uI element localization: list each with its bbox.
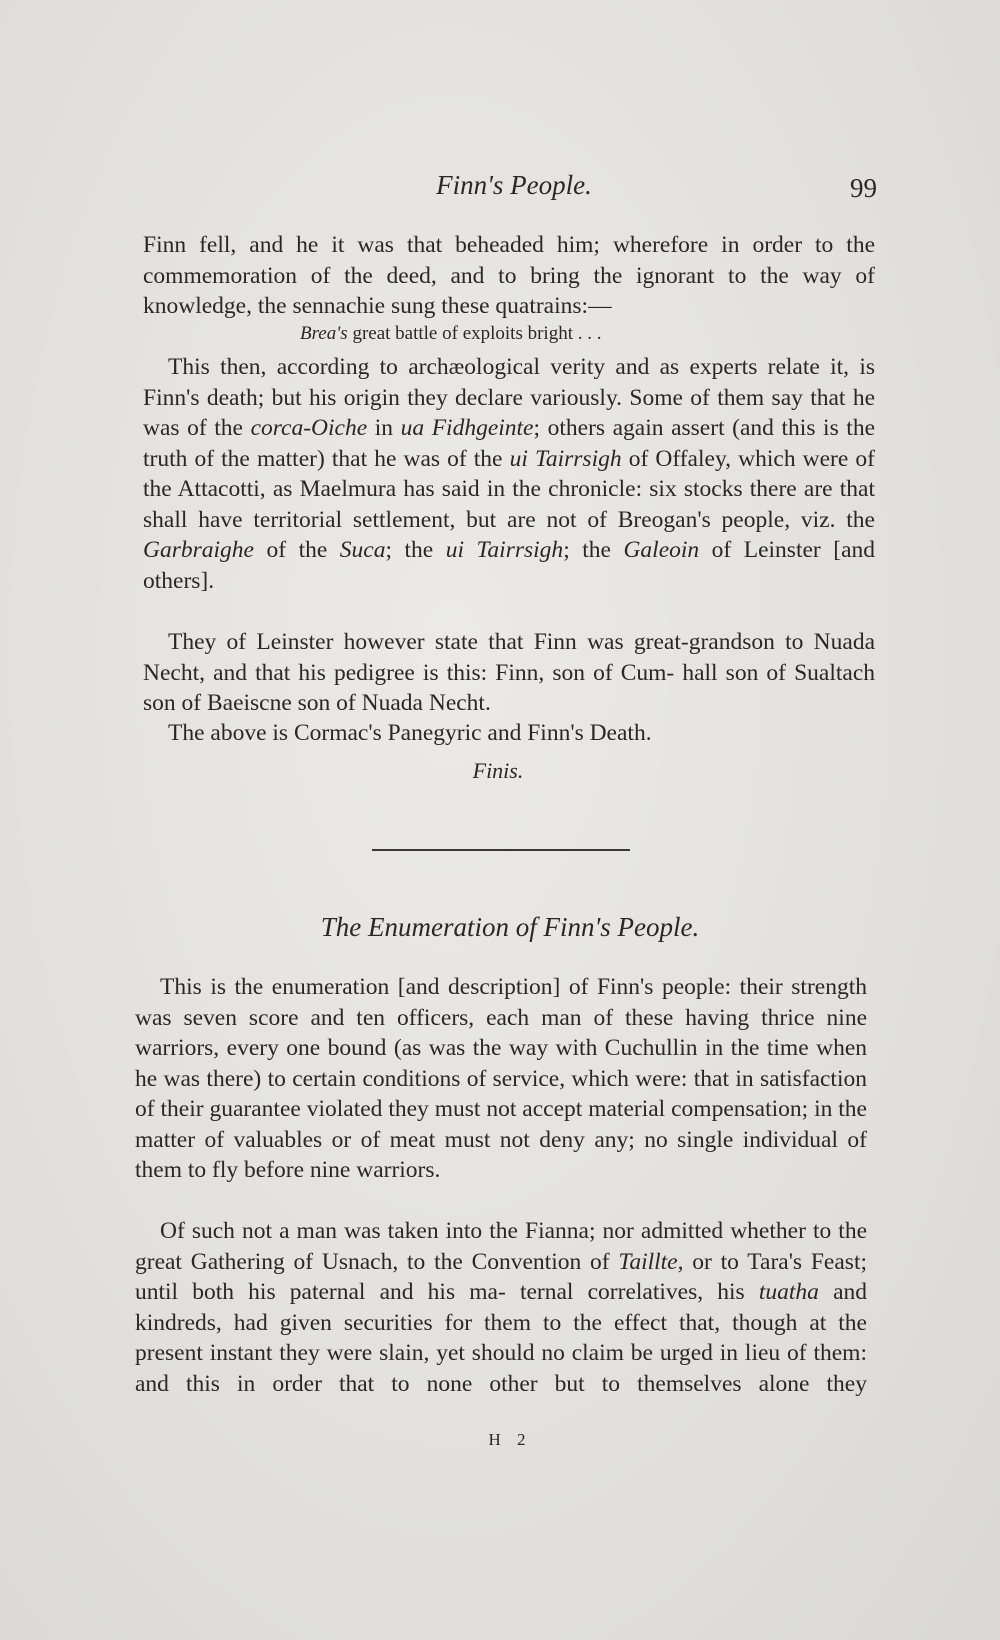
paragraph-panegyric: The above is Cormac's Panegyric and Finn's Death. bbox=[168, 720, 652, 746]
paragraph-fianna-admission: Of such not a man was taken into the Fianna; nor admitted whether to the great Gathering of Usnach, to the Convention of Taillte, or to Tara's Feast; until both his paternal and his ma- ternal correlatives, his tuatha and kindreds, had given securities for them to the effect that, though at the present instant they were slain, yet should no claim be urged in lieu of them: and this in order that to none other but to themselves alone they bbox=[135, 1218, 867, 1397]
paragraph-leinster-pedigree: They of Leinster however state that Finn was great-grandson to Nuada Necht, and that his pedigree is this: Finn, son of Cum- hall son of Sualtach son of Baeiscne son of Nuada Necht. bbox=[143, 629, 875, 716]
paragraph-finn-origin: This then, according to archæological verity and as experts relate it, is Finn's death; but his origin they declare variously. Some of them say that he was of the corca-Oiche in ua Fidhgeinte; others again assert (and this is the truth of the matter) that he was of the ui Tairrsigh of Offaley, which were of the Attacotti, as Maelmura has said in the chronicle: six stocks there are that shall have territorial settlement, but are not of Breogan's people, viz. the Garbraighe of the Suca; the ui Tairrsigh; the Galeoin of Leinster [and others]. bbox=[143, 354, 876, 594]
verse-quatrain-line: Brea's great battle of exploits bright . . . bbox=[300, 323, 602, 344]
finis-mark: Finis. bbox=[472, 758, 524, 783]
page-header bbox=[143, 170, 885, 210]
page-number: 99 bbox=[850, 173, 877, 203]
section-title: The Enumeration of Finn's People. bbox=[320, 912, 700, 942]
paragraph-enumeration: This is the enumeration [and description] of Finn's people: their strength was seven score and ten officers, each man of these having thrice nine warriors, every one bound (as was the way with Cuchullin in the time when he was there) to certain conditions of service, which were: that in satisfaction of their guarantee violated they must not accept material compensation; in the matter of valuables or of meat must not deny any; no single individual of them to fly before nine warriors. bbox=[135, 974, 867, 1183]
paragraph-finn-fell: Finn fell, and he it was that beheaded him; wherefore in order to the commemoration of the deed, and to bring the ignorant to the way of knowledge, the sennachie sung these quatrains:— bbox=[143, 232, 875, 319]
section-divider bbox=[372, 849, 630, 851]
running-title: Finn's People. bbox=[436, 170, 592, 200]
signature-mark: H 2 bbox=[488, 1430, 532, 1449]
